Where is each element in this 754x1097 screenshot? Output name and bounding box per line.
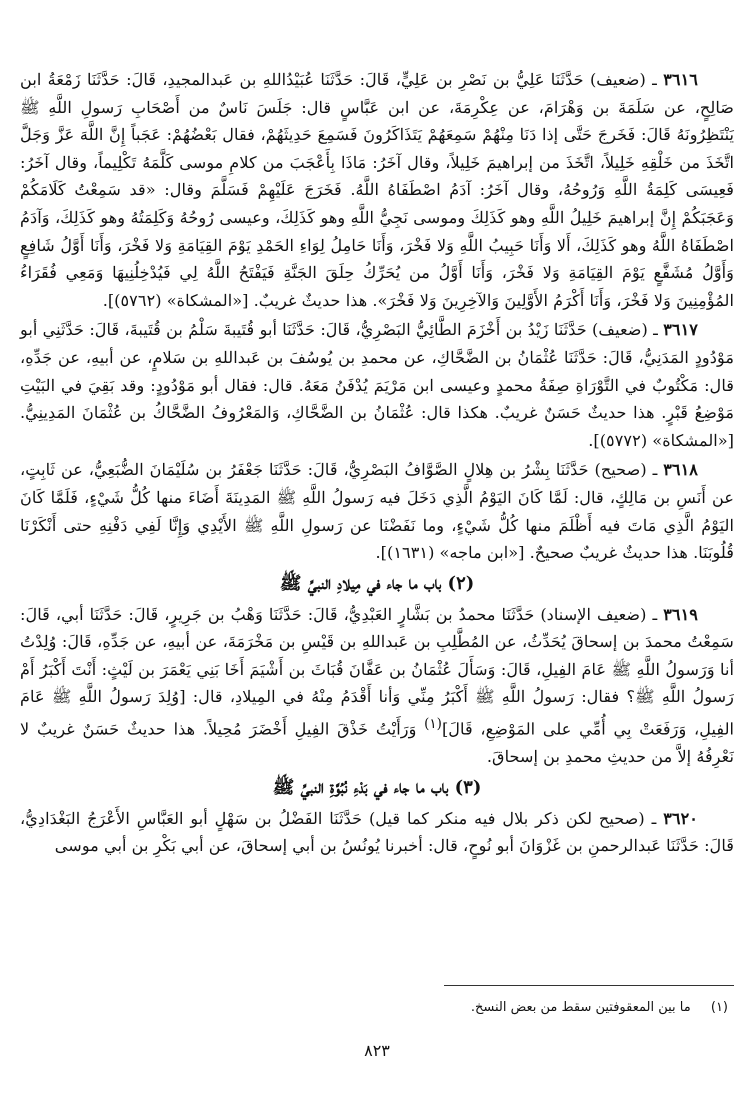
hadith-3616 (20, 66, 734, 314)
footnote-divider (444, 985, 734, 986)
hadith-number: ٣٦١٩ (663, 604, 698, 624)
hadith-text: ـ (صحيح لكن ذكر بلال فيه منكر كما قيل) حَدَّثَنَا الفَضْلُ بن سَهْلٍ أبو العَبَّاسِ الأَعْرَجُ البَغْدَادِيُّ، قَالَ: حَدَّثَنَا عَبدالرحمنِ بن غَزْوَانَ أبو نُوحٍ، قال: أخبرنا يُونُسُ بن أبي إسحاقَ، عن أبي بَكْرِ بن أبي موسى (20, 808, 734, 856)
hadith-3619 (20, 601, 734, 771)
hadith-text: ـ (ضعيف) حَدَّثَنَا زَيْدُ بن أَخْزَمَ الطَّائِيُّ البَصْرِيُّ، قَالَ: حَدَّثَنَا أبو قُتَيبةَ سَلْمُ بن قُتَيبةَ، قَالَ: حَدَّثَنِي أبو مَوْدُودٍ المَدَنِيُّ، قَالَ: حَدَّثَنَا عُثْمَانُ بن الضَّحَّاكِ، عن محمدِ بن يُوسُفَ بن عَبداللهِ بن سَلامٍ، عن أبيهِ، عن جَدِّهِ، قال: مَكْتُوبٌ في التَّوْرَاةِ صِفَةُ محمدٍ وعيسى ابن مَرْيَمَ يُدْفَنُ مَعَهُ. قال: فقال أبو مَوْدُودٍ: وقد بَقِيَ في البَيْتِ مَوْضِعُ قَبْرٍ. هذا حديثٌ حَسَنٌ غريبٌ. هكذا قال: عُثْمَانُ بن الضَّحَّاكِ، وَالمَعْرُوفُ الضَّحَّاكُ بن عُثْمَانَ المَدِينِيُّ. [«المشكاة» (٥٧٧٢)]. (20, 320, 734, 450)
hadith-3617 (20, 316, 734, 454)
page-number: ٨٢٣ (364, 1041, 390, 1060)
hadith-text-continued: وَرَأَيْتُ خَذْقَ الفِيلِ أَخْضَرَ مُحِيلاً. هذا حديثٌ حَسَنٌ غريبٌ لا نَعْرِفُهُ إلاَّ من حديثِ محمدِ بن إسحاقَ. (20, 719, 734, 767)
footnote-ref[interactable]: (١) (424, 716, 442, 733)
footnote-number: (١) (710, 1000, 728, 1015)
footnote-text: ما بين المعقوفتين سقط من بعض النسخ. (470, 1000, 691, 1015)
hadith-3620 (20, 805, 734, 860)
hadith-text: ـ (صحيح) حَدَّثَنَا بِشْرُ بن هِلالٍ الصَّوَّافُ البَصْرِيُّ، قَالَ: حَدَّثَنَا جَعْفَرُ بن سُلَيْمَانَ الضُّبَعِيُّ، عن ثَابِتٍ، عن أَنَسِ بن مَالِكٍ، قال: لَمَّا كَانَ اليَوْمُ الَّذِي دَخَلَ فيه رَسولُ اللَّهِ ﷺ المَدِينَةَ أَضَاءَ منها كُلُّ شَيْءٍ، فَلَمَّا كَانَ اليَوْمُ الَّذِي مَاتَ فيه أَظْلَمَ منها كُلُّ شَيْءٍ، وما نَفَضْنَا عن رَسولِ اللَّهِ ﷺ الأَيْدِي وَإِنَّا لَفِي دَفْنِهِ حتى أَنْكَرْنَا قُلُوبَنَا. هذا حديثٌ غريبٌ صحيحٌ. [«ابن ماجه» (١٦٣١)]. (20, 460, 734, 563)
chapter-heading-2: (٢) باب ما جاء في مِيلادِ النبيِّ ﷺ (279, 572, 475, 594)
hadith-number: ٣٦١٦ (663, 70, 698, 89)
hadith-3618 (20, 456, 734, 566)
hadith-text: ـ (ضعيف الإسناد) حَدَّثَنَا محمدُ بن بَشَّارٍ العَبْدِيُّ، قَالَ: حَدَّثَنَا وَهْبُ بن جَرِيرٍ، قَالَ: حَدَّثَنَا أبي، قَالَ: سَمِعْتُ محمدَ بن إسحاقَ يُحَدِّثُ، عن المُطَّلِبِ بن عَبداللهِ بن قَيْسِ بن مَخْرَمَةَ، عن أبيهِ، عن جَدِّهِ، قَالَ: وُلِدْتُ أنا وَرَسولُ اللَّهِ ﷺ عَامَ الفِيلِ، قَالَ: وَسَأَلَ عُثْمَانُ بن عَفَّانَ قُبَاثَ بن أَشْيَمَ أَخَا بَنِي يَعْمَرَ بن لَيْثٍ: أَنْتَ أَكْبَرُ أَمْ رَسولُ اللَّهِ ﷺ؟ فقال: رَسولُ اللَّهِ ﷺ أَكْبَرُ مِنِّي وَأنا أَقْدَمُ مِنْهُ في المِيلادِ، قال: [وُلِدَ رَسولُ اللَّهِ ﷺ عَامَ الفِيلِ، وَرَفَعَتْ بِي أُمِّي على المَوْضِعِ، قَالَ] (20, 604, 734, 739)
footnote (471, 1000, 728, 1015)
hadith-number: ٣٦١٨ (663, 460, 698, 480)
hadith-number: ٣٦١٧ (663, 320, 698, 340)
hadith-number: ٣٦٢٠ (663, 808, 698, 828)
hadith-text: ـ (ضعيف) حَدَّثَنَا عَلِيُّ بن نَصْرِ بن عَلِيٍّ، قَالَ: حَدَّثَنَا عُبَيْدُاللهِ بن عَبدالمجيدِ، قَالَ: حَدَّثَنَا زَمْعَةُ ابن صَالِحٍ، عن سَلَمَةَ بن وَهْرَامَ، عن عِكْرِمَةَ، عن ابن عَبَّاسٍ قال: جَلَسَ نَاسٌ من أَصْحَابِ رَسولِ اللَّهِ ﷺ يَنْتَظِرُونَهُ قَالَ: فَخَرجَ حَتَّى إذا دَنَا مِنْهُمْ سَمِعَهُمْ يَتَذَاكَرُونَ فَسَمِعَ حَدِيثَهُمْ، فقال بَعْضُهُمْ: عَجَباً إِنَّ اللَّهَ عَزَّ وَجَلَّ اتَّخَذَ من خَلْقِهِ خَلِيلاً، اتَّخَذَ من إبراهيمَ خَلِيلاً، وقال آخَرُ: مَاذَا بِأَعْجَبَ من كلامِ موسى كَلَّمَهُ تَكْلِيماً، وقال آخَرُ: فَعِيسَى كَلِمَةُ اللَّهِ وَرُوحُهُ، وقال آخَرُ: آدَمُ اصْطَفَاهُ اللَّهُ. فَخَرَجَ عَلَيْهِمْ فَسَلَّمَ وقال: «قد سَمِعْتُ كَلَامَكُمْ وَعَجَبَكُمْ إِنَّ إبراهيمَ خَلِيلُ اللَّهِ وهو كَذَلِكَ وموسى نَجِيُّ اللَّهِ وهو كَذَلِكَ، وعيسى رُوحُهُ وَكَلِمَتُهُ وهو كَذَلِكَ، وَآدَمُ اصْطَفَاهُ اللَّهُ وهو كَذَلِكَ، أَلا وَأَنَا حَبِيبُ اللَّهِ وَلا فَخْرَ، وَأَنَا حَامِلُ لِوَاءِ الحَمْدِ يَوْمَ القِيَامَةِ وَلا فَخْرَ، وَأَنَا أَوَّلُ شَافِعٍ وَأَوَّلُ مُشَفَّعٍ يَوْمَ القِيَامَةِ وَلا فَخْرَ، وَأَنَا أَوَّلُ من يُحَرِّكُ حِلَقَ الجَنَّةِ فَيَفْتَحُ اللَّهُ لِي فَيُدْخِلُنِيهَا وَمَعِي فُقَرَاءُ المُؤْمِنِينَ وَلا فَخْرَ، وَأَنَا أَكْرَمُ الأَوَّلِينَ وَالآخِرِينَ وَلا فَخْرَ». هذا حديثٌ غريبٌ. [«المشكاة» (٥٧٦٢)]. (20, 70, 734, 310)
chapter-heading-3: (٣) باب ما جاء في بَدْءِ نُبُوَّةِ النبيِّ ﷺ (272, 776, 482, 798)
